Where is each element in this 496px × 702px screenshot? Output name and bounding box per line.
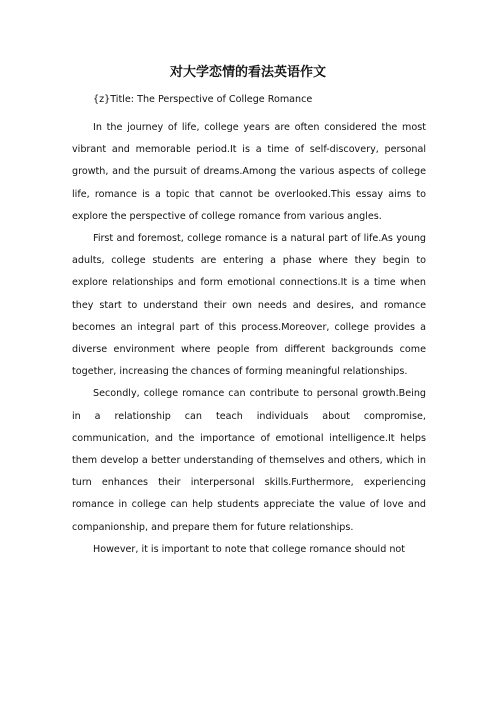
paragraph-second-point: Secondly, college romance can contribute to personal growth.Being in a relationship can teach individuals about compromise, communication, and the importance of emotional intelligence.It helps them develop a better understanding of themselves and others, which in turn enhances their interpersonal skills.Furthermore, experiencing romance in college can help students appreciate the value of love and companionship, and prepare them for future relationships. (72, 388, 426, 533)
paragraph-intro: In the journey of life, college years are often considered the most vibrant and memorable period.It is a time of self-discovery, personal growth, and the pursuit of dreams.Among the various aspects of college life, romance is a topic that cannot be overlooked.This essay aims to explore the perspective of college romance from various angles. (72, 122, 426, 222)
essay-body (72, 117, 426, 561)
paragraph-first-point: First and foremost, college romance is a natural part of life.As young adults, college students are entering a phase where they begin to explore relationships and form emotional connections.It is a time when they start to understand their own needs and desires, and romance becomes an integral part of this process.Moreover, college provides a diverse environment where people from different backgrounds come together, increasing the chances of forming meaningful relationships. (72, 233, 426, 378)
document-title: 对大学恋情的看法英语作文 (169, 65, 326, 80)
paragraph-however: However, it is important to note that college romance should not (93, 543, 406, 555)
essay-title-line: {z}Title: The Perspective of College Romance (93, 94, 313, 105)
